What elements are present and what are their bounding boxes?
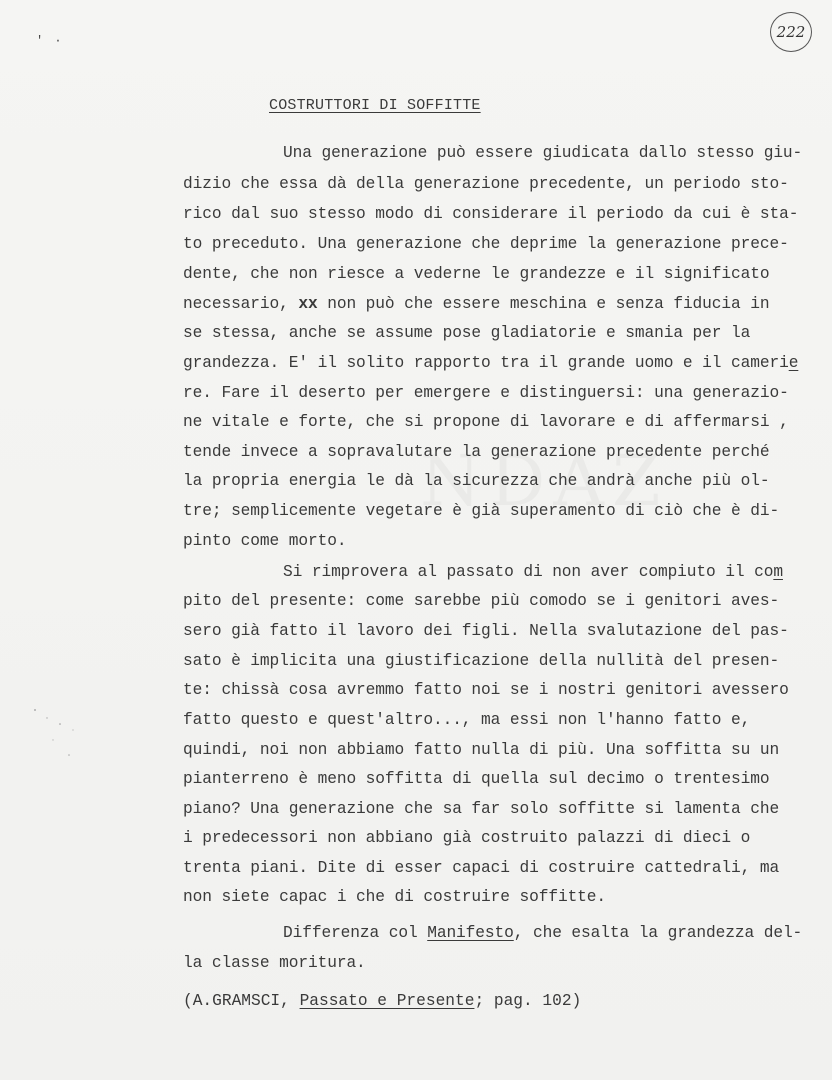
- text-line: pianterreno è meno soffitta di quella sul decimo o trentesimo: [183, 770, 770, 788]
- text-line: tende invece a sopravalutare la generazione precedente perché: [183, 443, 770, 461]
- text-line: la propria energia le dà la sicurezza che andrà anche più ol-: [183, 472, 770, 490]
- text-line: dizio che essa dà della generazione precedente, un periodo sto-: [183, 175, 789, 193]
- text-line: piano? Una generazione che sa far solo soffitte si lamenta che: [183, 800, 780, 818]
- text-line: sero già fatto il lavoro dei figli. Nella svalutazione del pas-: [183, 622, 789, 640]
- text-line: to preceduto. Una generazione che deprime la generazione prece-: [183, 235, 789, 253]
- cited-work: Passato e Presente: [299, 992, 475, 1010]
- text-line: non siete capac i che di costruire soffitte.: [183, 888, 607, 906]
- text-line: Una generazione può essere giudicata dallo stesso giu-: [283, 144, 803, 162]
- text-line: te: chissà cosa avremmo fatto noi se i nostri genitori avessero: [183, 681, 789, 699]
- document-title: COSTRUTTORI DI SOFFITTE: [269, 97, 481, 114]
- page-number: [770, 12, 812, 52]
- text-line: dente, che non riesce a vederne le grandezze e il significato: [183, 265, 770, 283]
- text-line: Differenza col Manifesto, che esalta la grandezza del-: [283, 924, 803, 942]
- text-line: ne vitale e forte, che si propone di lavorare e di affermarsi ,: [183, 413, 789, 431]
- text-line: Si rimprovera al passato di non aver compiuto il com: [283, 563, 783, 581]
- paper-specks: [25, 700, 95, 760]
- manifesto-title: Manifesto: [427, 924, 514, 942]
- citation: (A.GRAMSCI, Passato e Presente; pag. 102): [183, 992, 582, 1010]
- struck-text: xx: [298, 295, 318, 313]
- text-line: re. Fare il deserto per emergere e distinguersi: una generazio-: [183, 384, 789, 402]
- text-line: tre; semplicemente vegetare è già superamento di ciò che è di-: [183, 502, 780, 520]
- text-line: fatto questo e quest'altro..., ma essi non l'hanno fatto e,: [183, 711, 751, 729]
- text-line: rico dal suo stesso modo di considerare il periodo da cui è sta-: [183, 205, 799, 223]
- text-line: i predecessori non abbiano già costruito palazzi di dieci o: [183, 829, 751, 847]
- page-number-text: 222: [776, 23, 806, 41]
- text-line: se stessa, anche se assume pose gladiatorie e smania per la: [183, 324, 751, 342]
- text-line: pinto come morto.: [183, 532, 347, 550]
- text-line: la classe moritura.: [183, 954, 366, 972]
- text-line: grandezza. E' il solito rapporto tra il grande uomo e il camerie: [183, 354, 799, 372]
- text-line: quindi, noi non abbiamo fatto nulla di più. Una soffitta su un: [183, 741, 780, 759]
- text-line: sato è implicita una giustificazione della nullità del presen-: [183, 652, 780, 670]
- corner-mark: ' ·: [36, 34, 64, 48]
- text-line: pito del presente: come sarebbe più comodo se i genitori aves-: [183, 592, 780, 610]
- text-line: trenta piani. Dite di esser capaci di costruire cattedrali, ma: [183, 859, 780, 877]
- text-line: necessario, xx non può che essere meschina e senza fiducia in: [183, 295, 770, 313]
